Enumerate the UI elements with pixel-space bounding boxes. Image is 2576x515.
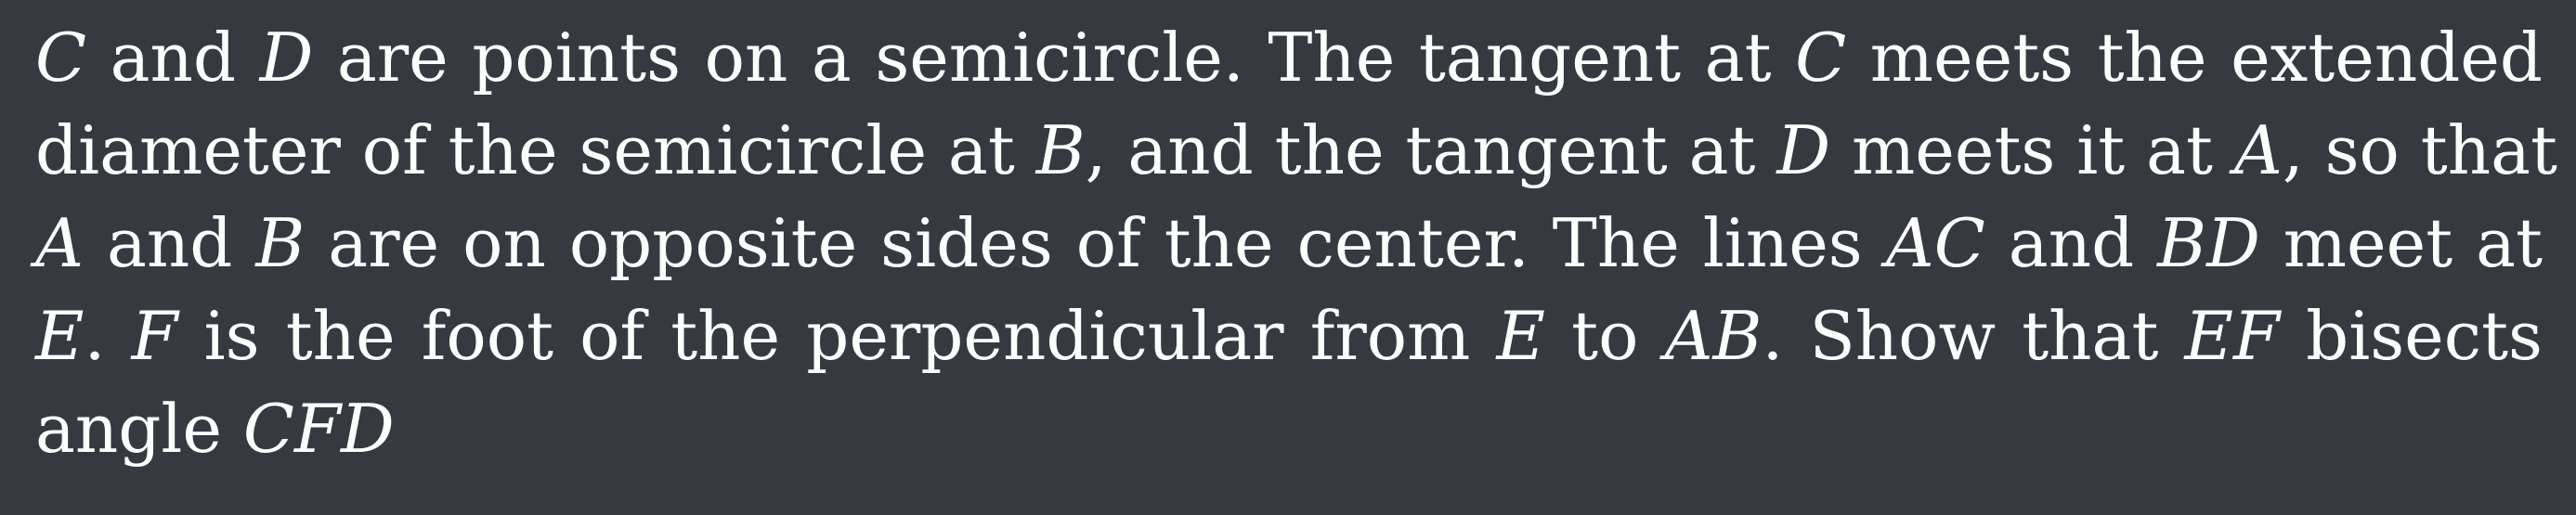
text-run: and [84,204,256,282]
math-var-C: C [35,19,87,97]
math-var-B: B [255,204,306,282]
text-run: . [84,297,132,375]
text-run: meets the extended [1846,19,2543,97]
text-run: . Show that [1762,297,2185,375]
text-run: are on opposite sides of the center. The lines [305,204,1886,282]
math-line-BD: BD [2157,204,2260,282]
text-run: meet at [2259,204,2543,282]
math-angle-CFD: CFD [242,390,395,468]
math-var-D: D [1776,111,1831,189]
math-line-EF: EF [2184,297,2281,375]
math-var-F: F [131,297,178,375]
problem-statement [35,11,2557,475]
problem-line-5 [35,382,2543,475]
math-var-E: E [1496,297,1546,375]
text-run: , so that [2282,111,2557,189]
math-var-E: E [35,297,85,375]
text-run: are points on a semicircle. The tangent at [313,19,1796,97]
text-run: to [1545,297,1665,375]
text-run: diameter of the semicircle at [35,111,1036,189]
problem-line-2 [35,104,2557,197]
math-var-D: D [259,19,314,97]
math-var-C: C [1795,19,1847,97]
math-var-A: A [2233,111,2283,189]
math-line-AC: AC [1885,204,1985,282]
text-run: and [86,19,260,97]
text-run: angle [35,390,243,468]
math-line-AB: AB [1664,297,1763,375]
text-run: and [1984,204,2158,282]
text-run: meets it at [1830,111,2234,189]
text-run: bisects [2280,297,2543,375]
text-run: , and the tangent at [1085,111,1777,189]
problem-line-3 [35,197,2543,290]
text-run: is the foot of the perpendicular from [177,297,1497,375]
math-var-A: A [35,204,84,282]
math-var-B: B [1035,111,1086,189]
problem-line-1 [35,11,2543,104]
problem-line-4 [35,290,2543,382]
